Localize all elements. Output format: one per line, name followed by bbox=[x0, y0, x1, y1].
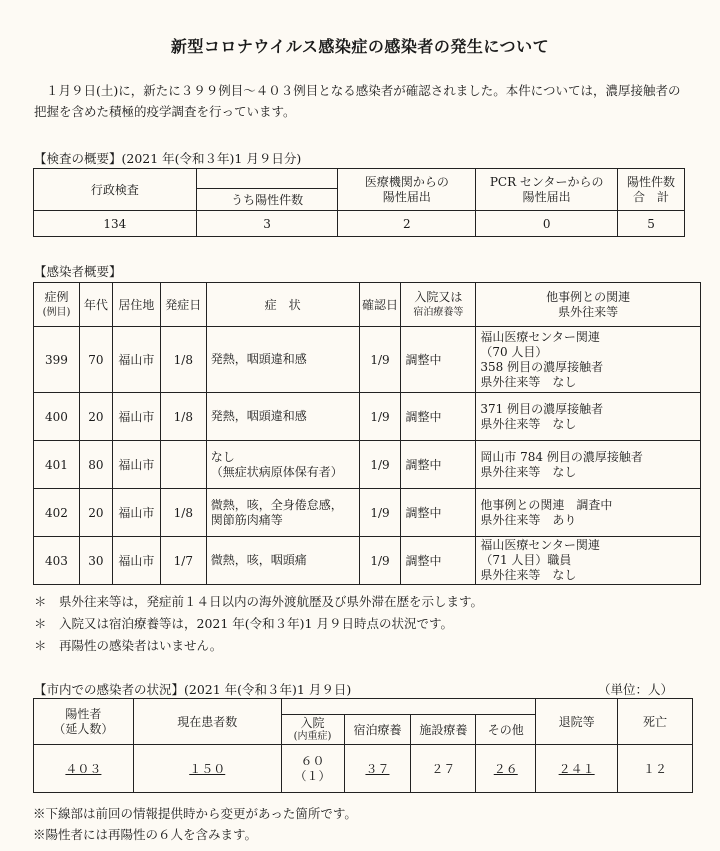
header-hosp-line1: 入院又は bbox=[414, 289, 463, 304]
case-relation-line: 県外往来等 なし bbox=[480, 568, 577, 582]
case-number: 402 bbox=[34, 489, 80, 537]
page-title: 新型コロナウイルス感染症の感染者の発生について bbox=[170, 37, 550, 56]
case-age: 30 bbox=[79, 537, 112, 585]
case-relation-line: （71 人目）職員 bbox=[480, 553, 572, 567]
header-pcr-line2: 陽性届出 bbox=[522, 189, 571, 204]
case-row bbox=[34, 393, 701, 441]
header-hosp bbox=[281, 715, 344, 745]
value-hosp: ６０ bbox=[300, 753, 325, 768]
case-number: 400 bbox=[34, 393, 80, 441]
case-residence: 福山市 bbox=[112, 489, 160, 537]
header-hosp-sub: (内重症) bbox=[293, 730, 332, 742]
header-pcr-line1: PCR センターからの bbox=[489, 174, 604, 189]
header-case-line2: (例目) bbox=[42, 306, 71, 318]
header-discharged: 退院等 bbox=[536, 699, 618, 745]
case-residence: 福山市 bbox=[112, 537, 160, 585]
case-relation-line: 福山医療センター関連 bbox=[480, 329, 600, 344]
header-other: その他 bbox=[476, 715, 536, 745]
header-symptoms: 症 状 bbox=[206, 283, 359, 327]
case-symptoms-line: なし bbox=[210, 449, 235, 464]
case-relation-line: （70 人目） bbox=[480, 344, 548, 359]
header-positive-line1: 陽性者 bbox=[65, 706, 102, 721]
case-onset: 1/7 bbox=[160, 537, 206, 585]
case-onset bbox=[160, 441, 206, 489]
case-row bbox=[34, 489, 701, 537]
case-symptoms bbox=[206, 441, 359, 489]
header-current-span-4 bbox=[476, 699, 536, 715]
case-onset: 1/8 bbox=[160, 489, 206, 537]
case-residence: 福山市 bbox=[112, 327, 160, 393]
case-number: 399 bbox=[34, 327, 80, 393]
case-relation bbox=[476, 327, 701, 393]
case-relation-line: 県外往来等 なし bbox=[480, 374, 577, 389]
value-pcr: 0 bbox=[476, 211, 618, 237]
case-symptoms-line: 微熱，咳，咽頭痛 bbox=[210, 553, 307, 567]
case-relation-line: 県外往来等 なし bbox=[480, 416, 577, 431]
case-confirmed: 1/9 bbox=[359, 537, 401, 585]
case-relation bbox=[476, 537, 701, 585]
case-relation bbox=[476, 489, 701, 537]
case-number: 401 bbox=[34, 441, 80, 489]
header-hotel: 宿泊療養 bbox=[344, 715, 411, 745]
case-symptoms-line: 微熱，咳，全身倦怠感， bbox=[210, 497, 343, 512]
value-death: １２ bbox=[643, 762, 668, 776]
case-symptoms bbox=[206, 489, 359, 537]
header-hosp-line2: 宿泊療養等 bbox=[413, 306, 464, 318]
header-relation-line1: 他事例との関連 bbox=[546, 289, 631, 304]
case-onset: 1/8 bbox=[160, 393, 206, 441]
case-status: 調整中 bbox=[401, 537, 476, 585]
value-total: 5 bbox=[618, 211, 685, 237]
case-number: 403 bbox=[34, 537, 80, 585]
case-relation bbox=[476, 393, 701, 441]
value-medical: 2 bbox=[338, 211, 476, 237]
value-admin-positive: 3 bbox=[196, 211, 338, 237]
value-other: ２６ bbox=[493, 762, 518, 776]
case-confirmed: 1/9 bbox=[359, 441, 401, 489]
case-age: 70 bbox=[79, 327, 112, 393]
header-death: 死亡 bbox=[618, 699, 693, 745]
case-row bbox=[34, 441, 701, 489]
case-relation-line: 371 例目の濃厚接触者 bbox=[480, 401, 604, 416]
value-admin: 134 bbox=[34, 211, 197, 237]
header-positive-line2: （延人数） bbox=[53, 721, 114, 736]
city-heading: 【市内での感染者の状況】(2021 年(令和３年)1 月９日) bbox=[34, 682, 352, 697]
header-confirmed: 確認日 bbox=[359, 283, 401, 327]
header-total bbox=[618, 169, 685, 211]
header-admin-positive: うち陽性件数 bbox=[196, 189, 338, 211]
case-row bbox=[34, 537, 701, 585]
case-note-1: ＊ 県外往来等は，発症前１４日以内の海外渡航歴及び県外滞在歴を示します。 bbox=[34, 594, 484, 609]
header-residence: 居住地 bbox=[112, 283, 160, 327]
footnote-2: ※陽性者には再陽性の６人を含みます。 bbox=[33, 827, 258, 842]
header-medical bbox=[338, 169, 476, 211]
inspection-table bbox=[33, 168, 685, 237]
case-note-2: ＊ 入院又は宿泊療養等は，2021 年(令和３年)1 月９日時点の状況です。 bbox=[34, 616, 453, 631]
header-medical-line1: 医療機関からの bbox=[364, 174, 449, 189]
case-confirmed: 1/9 bbox=[359, 393, 401, 441]
case-symptoms-line: 発熱，咽頭違和感 bbox=[210, 409, 307, 423]
header-hospitalization bbox=[401, 283, 476, 327]
case-relation-line: 県外往来等 あり bbox=[480, 512, 577, 527]
case-relation-line: 福山医療センター関連 bbox=[480, 538, 600, 552]
header-total-line2: 合 計 bbox=[633, 189, 670, 204]
case-age: 80 bbox=[79, 441, 112, 489]
header-current: 現在患者数 bbox=[133, 699, 281, 745]
header-pcr bbox=[476, 169, 618, 211]
case-symptoms-line: （無症状病原体保有者） bbox=[210, 464, 343, 479]
header-age: 年代 bbox=[79, 283, 112, 327]
intro-paragraph: １月９日(土)に，新たに３９９例目～４０３例目となる感染者が確認されました。本件については，濃厚接触者の把握を含めた積極的疫学調査を行っています。 bbox=[34, 83, 681, 119]
case-age: 20 bbox=[79, 489, 112, 537]
header-facility: 施設療養 bbox=[411, 715, 476, 745]
header-medical-line2: 陽性届出 bbox=[382, 189, 431, 204]
header-current-span-2 bbox=[344, 699, 411, 715]
value-current: １５０ bbox=[189, 762, 226, 776]
value-positive: ４０３ bbox=[65, 762, 102, 776]
value-hotel: ３７ bbox=[365, 762, 390, 776]
case-relation bbox=[476, 441, 701, 489]
header-relation bbox=[476, 283, 701, 327]
header-case bbox=[34, 283, 80, 327]
cases-heading: 【感染者概要】 bbox=[34, 264, 122, 279]
header-hosp-label: 入院 bbox=[300, 715, 325, 730]
case-rows bbox=[34, 327, 701, 585]
case-age: 20 bbox=[79, 393, 112, 441]
case-onset: 1/8 bbox=[160, 327, 206, 393]
case-status: 調整中 bbox=[401, 327, 476, 393]
case-residence: 福山市 bbox=[112, 393, 160, 441]
footnote-1: ※下線部は前回の情報提供時から変更があった箇所です。 bbox=[33, 806, 357, 821]
header-total-line1: 陽性件数 bbox=[627, 174, 676, 189]
case-status: 調整中 bbox=[401, 489, 476, 537]
case-symptoms bbox=[206, 537, 359, 585]
case-symptoms-line: 関節筋肉痛等 bbox=[210, 512, 283, 527]
case-relation-line: 358 例目の濃厚接触者 bbox=[480, 359, 604, 374]
case-relation-line: 岡山市 784 例目の濃厚接触者 bbox=[480, 449, 643, 464]
case-symptoms-line: 発熱，咽頭違和感 bbox=[210, 352, 307, 366]
value-hosp-severe: （１） bbox=[294, 768, 331, 783]
case-confirmed: 1/9 bbox=[359, 327, 401, 393]
case-relation-line: 県外往来等 なし bbox=[480, 464, 577, 479]
value-facility: ２７ bbox=[431, 762, 456, 776]
case-symptoms bbox=[206, 327, 359, 393]
header-current-span-3 bbox=[411, 699, 476, 715]
case-status: 調整中 bbox=[401, 393, 476, 441]
value-discharged: ２４１ bbox=[558, 762, 595, 776]
city-table bbox=[33, 698, 693, 793]
header-admin: 行政検査 bbox=[34, 169, 197, 211]
case-row bbox=[34, 327, 701, 393]
header-positive bbox=[34, 699, 134, 745]
case-confirmed: 1/9 bbox=[359, 489, 401, 537]
case-residence: 福山市 bbox=[112, 441, 160, 489]
header-current-span bbox=[281, 699, 344, 715]
header-relation-line2: 県外往来等 bbox=[558, 304, 619, 319]
cases-table bbox=[33, 282, 701, 585]
case-status: 調整中 bbox=[401, 441, 476, 489]
case-symptoms bbox=[206, 393, 359, 441]
unit-label: （単位：人） bbox=[598, 682, 674, 697]
inspection-heading: 【検査の概要】(2021 年(令和３年)1 月９日分) bbox=[34, 151, 302, 166]
header-admin-spacer bbox=[196, 169, 338, 189]
header-case-line1: 症例 bbox=[44, 289, 69, 304]
case-note-3: ＊ 再陽性の感染者はいません。 bbox=[34, 638, 223, 653]
header-onset: 発症日 bbox=[160, 283, 206, 327]
case-relation-line: 他事例との関連 調査中 bbox=[480, 497, 613, 512]
